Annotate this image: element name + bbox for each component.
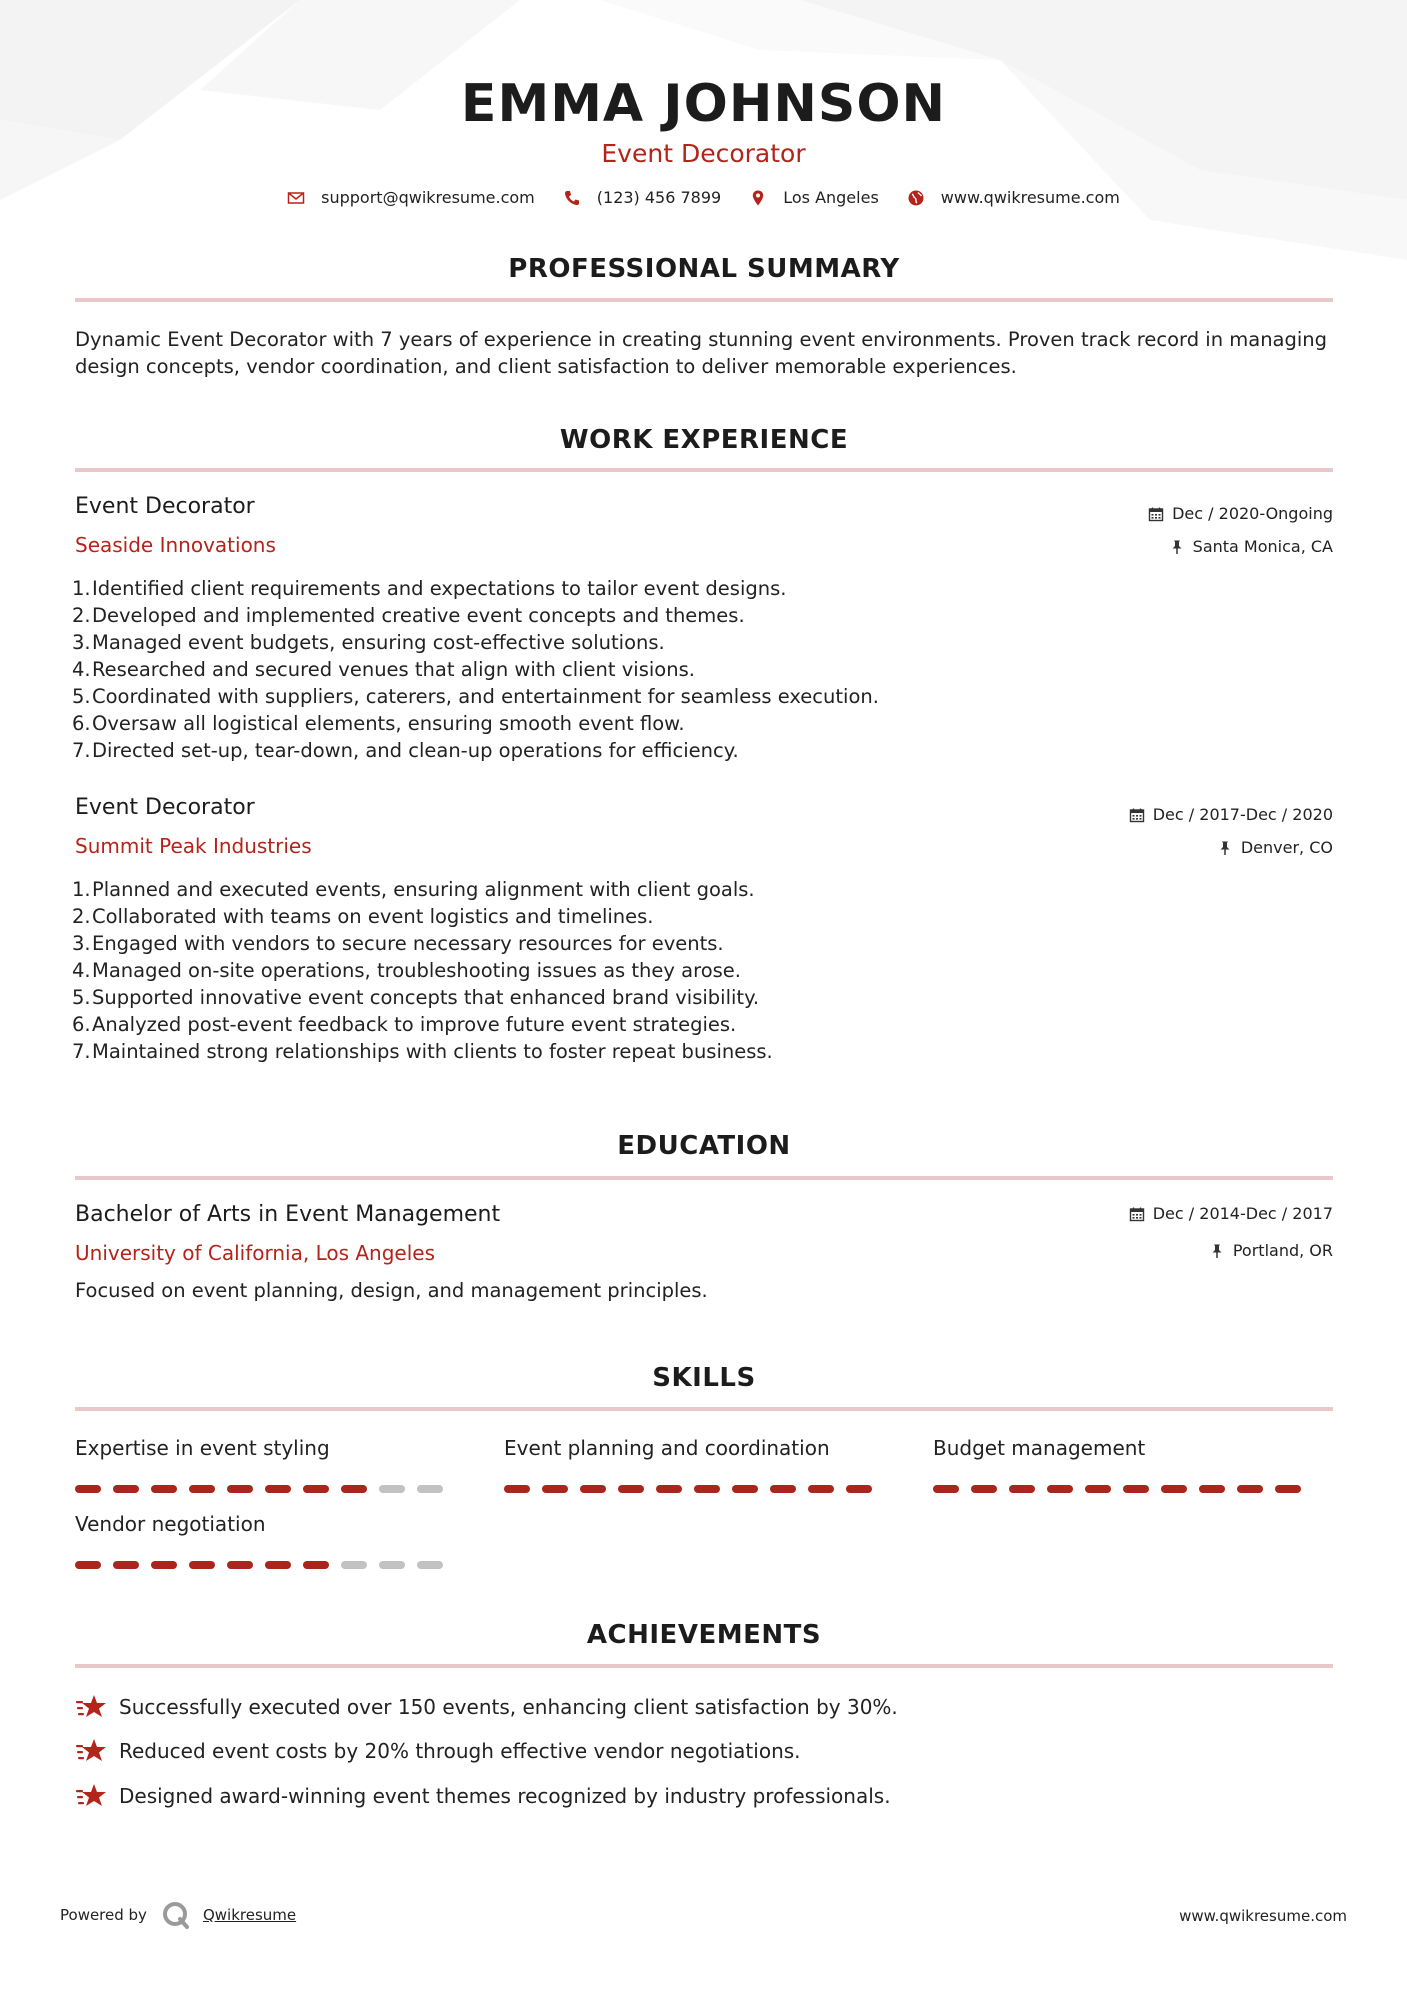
list-item: 2. Collaborated with teams on event logistics and timelines. (72, 905, 654, 928)
resume-header (0, 72, 1407, 170)
qwikresume-logo-icon (161, 1900, 191, 1930)
skill-segment-empty (417, 1561, 443, 1569)
contact-website-text: www.qwikresume.com (940, 188, 1120, 207)
skills-divider (75, 1407, 1333, 1411)
achievements-heading: ACHIEVEMENTS (586, 1620, 822, 1650)
skill-item (75, 1511, 455, 1569)
contact-email-text: support@qwikresume.com (321, 188, 535, 207)
skills-heading: SKILLS (652, 1363, 756, 1393)
skill-segment-filled (151, 1485, 177, 1493)
skill-segment-filled (75, 1485, 101, 1493)
skill-segment-filled (265, 1561, 291, 1569)
skill-segment-filled (75, 1561, 101, 1569)
skill-label: Event planning and coordination (504, 1436, 830, 1460)
list-item: 4. Managed on-site operations, troubleshooting issues as they arose. (72, 959, 741, 982)
envelope-icon (287, 189, 305, 207)
contact-location-text: Los Angeles (783, 188, 879, 207)
education-degree: Bachelor of Arts in Event Management (75, 1202, 501, 1227)
education-description: Focused on event planning, design, and management principles. (75, 1279, 708, 1302)
skill-level-meter (75, 1485, 455, 1493)
contact-phone-text: (123) 456 7899 (596, 188, 722, 207)
skill-segment-empty (417, 1485, 443, 1493)
summary-heading: PROFESSIONAL SUMMARY (508, 254, 900, 284)
list-item: 7. Maintained strong relationships with clients to foster repeat business. (72, 1040, 773, 1063)
skill-segment-filled (303, 1485, 329, 1493)
skill-segment-filled (846, 1485, 872, 1493)
list-item: 1. Identified client requirements and expectations to tailor event designs. (72, 577, 787, 600)
contact-location (749, 188, 879, 207)
candidate-title: Event Decorator (601, 139, 806, 168)
job-1-location (1169, 537, 1333, 556)
achievement-text: Designed award-winning event themes recognized by industry professionals. (119, 1784, 891, 1808)
skill-segment-filled (933, 1485, 959, 1493)
list-item: 7. Directed set-up, tear-down, and clean-up operations for efficiency. (72, 739, 739, 762)
job-2-bullets (72, 876, 1172, 1065)
skill-segment-filled (303, 1561, 329, 1569)
education-heading: EDUCATION (617, 1131, 791, 1161)
contact-website[interactable] (907, 188, 1120, 207)
skill-item (933, 1435, 1313, 1493)
job-2-location-text: Denver, CO (1240, 838, 1333, 857)
list-item: 5. Coordinated with suppliers, caterers, and entertainment for seamless execution. (72, 685, 879, 708)
list-item: 6. Analyzed post-event feedback to improve future event strategies. (72, 1013, 737, 1036)
contact-bar (0, 188, 1407, 207)
list-item: 3. Managed event budgets, ensuring cost-effective solutions. (72, 631, 665, 654)
globe-icon (907, 189, 925, 207)
skill-item (504, 1435, 884, 1493)
contact-phone[interactable] (563, 188, 721, 207)
qwikresume-link[interactable]: Qwikresume (202, 1906, 297, 1924)
skill-segment-filled (265, 1485, 291, 1493)
education-dates (1129, 1204, 1333, 1223)
skill-segment-filled (808, 1485, 834, 1493)
job-2-dates (1129, 805, 1333, 824)
summary-divider (75, 298, 1333, 302)
achievement-item (75, 1737, 801, 1765)
award-star-icon (75, 1737, 107, 1765)
job-2-company: Summit Peak Industries (75, 834, 312, 858)
experience-divider (75, 468, 1333, 472)
achievements-divider (75, 1664, 1333, 1668)
education-school: University of California, Los Angeles (75, 1241, 436, 1265)
skill-segment-filled (580, 1485, 606, 1493)
skill-segment-filled (1199, 1485, 1225, 1493)
education-divider (75, 1176, 1333, 1180)
list-item: 6. Oversaw all logistical elements, ensuring smooth event flow. (72, 712, 685, 735)
skill-segment-filled (227, 1485, 253, 1493)
skill-label: Budget management (933, 1436, 1146, 1460)
skill-label: Expertise in event styling (75, 1436, 330, 1460)
job-1-dates (1148, 504, 1333, 523)
experience-heading: WORK EXPERIENCE (559, 425, 849, 455)
job-1-dates-text: Dec / 2020-Ongoing (1172, 504, 1333, 523)
skill-segment-filled (656, 1485, 682, 1493)
skill-label: Vendor negotiation (75, 1512, 266, 1536)
phone-icon (563, 189, 581, 207)
skill-segment-filled (1085, 1485, 1111, 1493)
skill-segment-filled (113, 1561, 139, 1569)
skill-segment-empty (379, 1561, 405, 1569)
job-1-company: Seaside Innovations (75, 533, 276, 557)
skill-segment-filled (227, 1561, 253, 1569)
summary-text: Dynamic Event Decorator with 7 years of experience in creating stunning event environments. Proven track record in managing design concepts, vendor coordination, and client satisfaction to deliver memorable experiences. (75, 328, 1328, 378)
skill-segment-filled (189, 1485, 215, 1493)
achievement-text: Reduced event costs by 20% through effective vendor negotiations. (119, 1739, 801, 1763)
achievement-text: Successfully executed over 150 events, enhancing client satisfaction by 30%. (119, 1695, 898, 1719)
skill-segment-filled (542, 1485, 568, 1493)
contact-email[interactable] (287, 188, 535, 207)
skill-segment-filled (618, 1485, 644, 1493)
award-star-icon (75, 1693, 107, 1721)
skill-segment-filled (189, 1561, 215, 1569)
achievement-item (75, 1782, 891, 1810)
skill-level-meter (75, 1561, 455, 1569)
job-1-bullets (72, 575, 1172, 764)
skill-item (75, 1435, 455, 1493)
list-item: 2. Developed and implemented creative event concepts and themes. (72, 604, 745, 627)
skill-segment-filled (1275, 1485, 1301, 1493)
skill-segment-filled (694, 1485, 720, 1493)
job-1-title: Event Decorator (75, 494, 255, 519)
powered-by-label: Powered by (60, 1906, 147, 1924)
footer-website[interactable]: www.qwikresume.com (1179, 1907, 1347, 1925)
skill-segment-filled (1047, 1485, 1073, 1493)
skill-segment-filled (1009, 1485, 1035, 1493)
skill-level-meter (504, 1485, 884, 1493)
skill-segment-empty (379, 1485, 405, 1493)
skill-segment-filled (341, 1485, 367, 1493)
calendar-icon (1148, 506, 1164, 522)
footer-powered-by (60, 1900, 296, 1930)
education-location (1209, 1241, 1333, 1260)
list-item: 5. Supported innovative event concepts that enhanced brand visibility. (72, 986, 760, 1009)
list-item: 1. Planned and executed events, ensuring alignment with client goals. (72, 878, 755, 901)
job-2-location (1217, 838, 1333, 857)
calendar-icon (1129, 807, 1145, 823)
education-dates-text: Dec / 2014-Dec / 2017 (1152, 1204, 1333, 1223)
skill-segment-filled (770, 1485, 796, 1493)
job-2-title: Event Decorator (75, 795, 255, 820)
pushpin-icon (1169, 539, 1185, 555)
candidate-name: EMMA JOHNSON (460, 74, 947, 134)
job-2-dates-text: Dec / 2017-Dec / 2020 (1152, 805, 1333, 824)
map-pin-icon (749, 189, 767, 207)
skill-segment-filled (971, 1485, 997, 1493)
calendar-icon (1129, 1206, 1145, 1222)
achievement-item (75, 1693, 898, 1721)
list-item: 4. Researched and secured venues that align with client visions. (72, 658, 695, 681)
skill-segment-filled (151, 1561, 177, 1569)
skill-segment-empty (341, 1561, 367, 1569)
pushpin-icon (1217, 840, 1233, 856)
skill-segment-filled (113, 1485, 139, 1493)
skill-level-meter (933, 1485, 1313, 1493)
skill-segment-filled (1123, 1485, 1149, 1493)
pushpin-icon (1209, 1243, 1225, 1259)
skill-segment-filled (1237, 1485, 1263, 1493)
job-1-location-text: Santa Monica, CA (1192, 537, 1333, 556)
list-item: 3. Engaged with vendors to secure necessary resources for events. (72, 932, 724, 955)
skill-segment-filled (1161, 1485, 1187, 1493)
skill-segment-filled (504, 1485, 530, 1493)
education-location-text: Portland, OR (1232, 1241, 1333, 1260)
skill-segment-filled (732, 1485, 758, 1493)
award-star-icon (75, 1782, 107, 1810)
